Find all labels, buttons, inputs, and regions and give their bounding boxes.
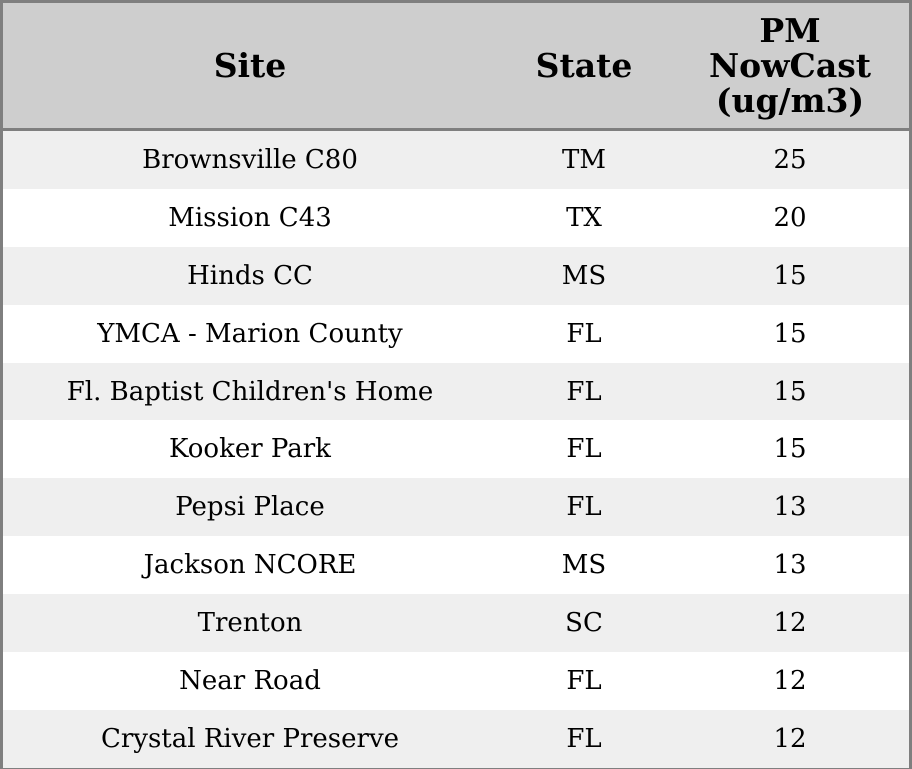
table-row [3,189,909,247]
cell-pm-nowcast: 15 [773,434,807,465]
table-row [3,652,909,710]
cell-state: FL [566,318,602,349]
cell-state: MS [561,260,607,291]
table-row [3,131,909,189]
cell-site: Trenton [197,608,303,639]
table-row [3,710,909,768]
cell-site: Near Road [179,665,321,696]
table-row [3,478,909,536]
cell-state: FL [566,376,602,407]
table-body [3,131,909,768]
table-row [3,247,909,305]
cell-pm-nowcast: 25 [773,144,807,175]
cell-pm-nowcast: 12 [773,723,807,754]
cell-state: FL [566,434,602,465]
header-site [3,3,497,128]
cell-state: FL [566,492,602,523]
header-state-label: State [535,46,633,85]
cell-site: Jackson NCORE [143,550,357,581]
cell-state: FL [566,723,602,754]
cell-site: Pepsi Place [175,492,325,523]
cell-pm-nowcast: 15 [773,260,807,291]
cell-site: Hinds CC [187,260,313,291]
cell-site: Fl. Baptist Children's Home [66,376,434,407]
table-row [3,536,909,594]
cell-state: FL [566,665,602,696]
header-pm-label: PM NowCast (ug/m3) [708,11,872,120]
table-row [3,420,909,478]
table-row [3,363,909,421]
cell-site: Mission C43 [168,202,332,233]
cell-pm-nowcast: 12 [773,665,807,696]
header-pm-nowcast [671,3,909,128]
cell-site: Crystal River Preserve [100,723,400,754]
cell-site: Kooker Park [169,434,331,465]
cell-pm-nowcast: 12 [773,608,807,639]
cell-pm-nowcast: 13 [773,492,807,523]
cell-pm-nowcast: 15 [773,376,807,407]
header-state [497,3,671,128]
cell-state: MS [561,550,607,581]
header-site-label: Site [213,46,287,85]
cell-pm-nowcast: 20 [773,202,807,233]
cell-pm-nowcast: 13 [773,550,807,581]
table-row [3,594,909,652]
table-header [3,3,909,131]
cell-state: TX [566,202,602,233]
cell-state: TM [562,144,606,175]
cell-state: SC [565,608,603,639]
cell-site: Brownsville C80 [142,144,358,175]
cell-pm-nowcast: 15 [773,318,807,349]
table-row [3,305,909,363]
cell-site: YMCA - Marion County [97,318,403,349]
